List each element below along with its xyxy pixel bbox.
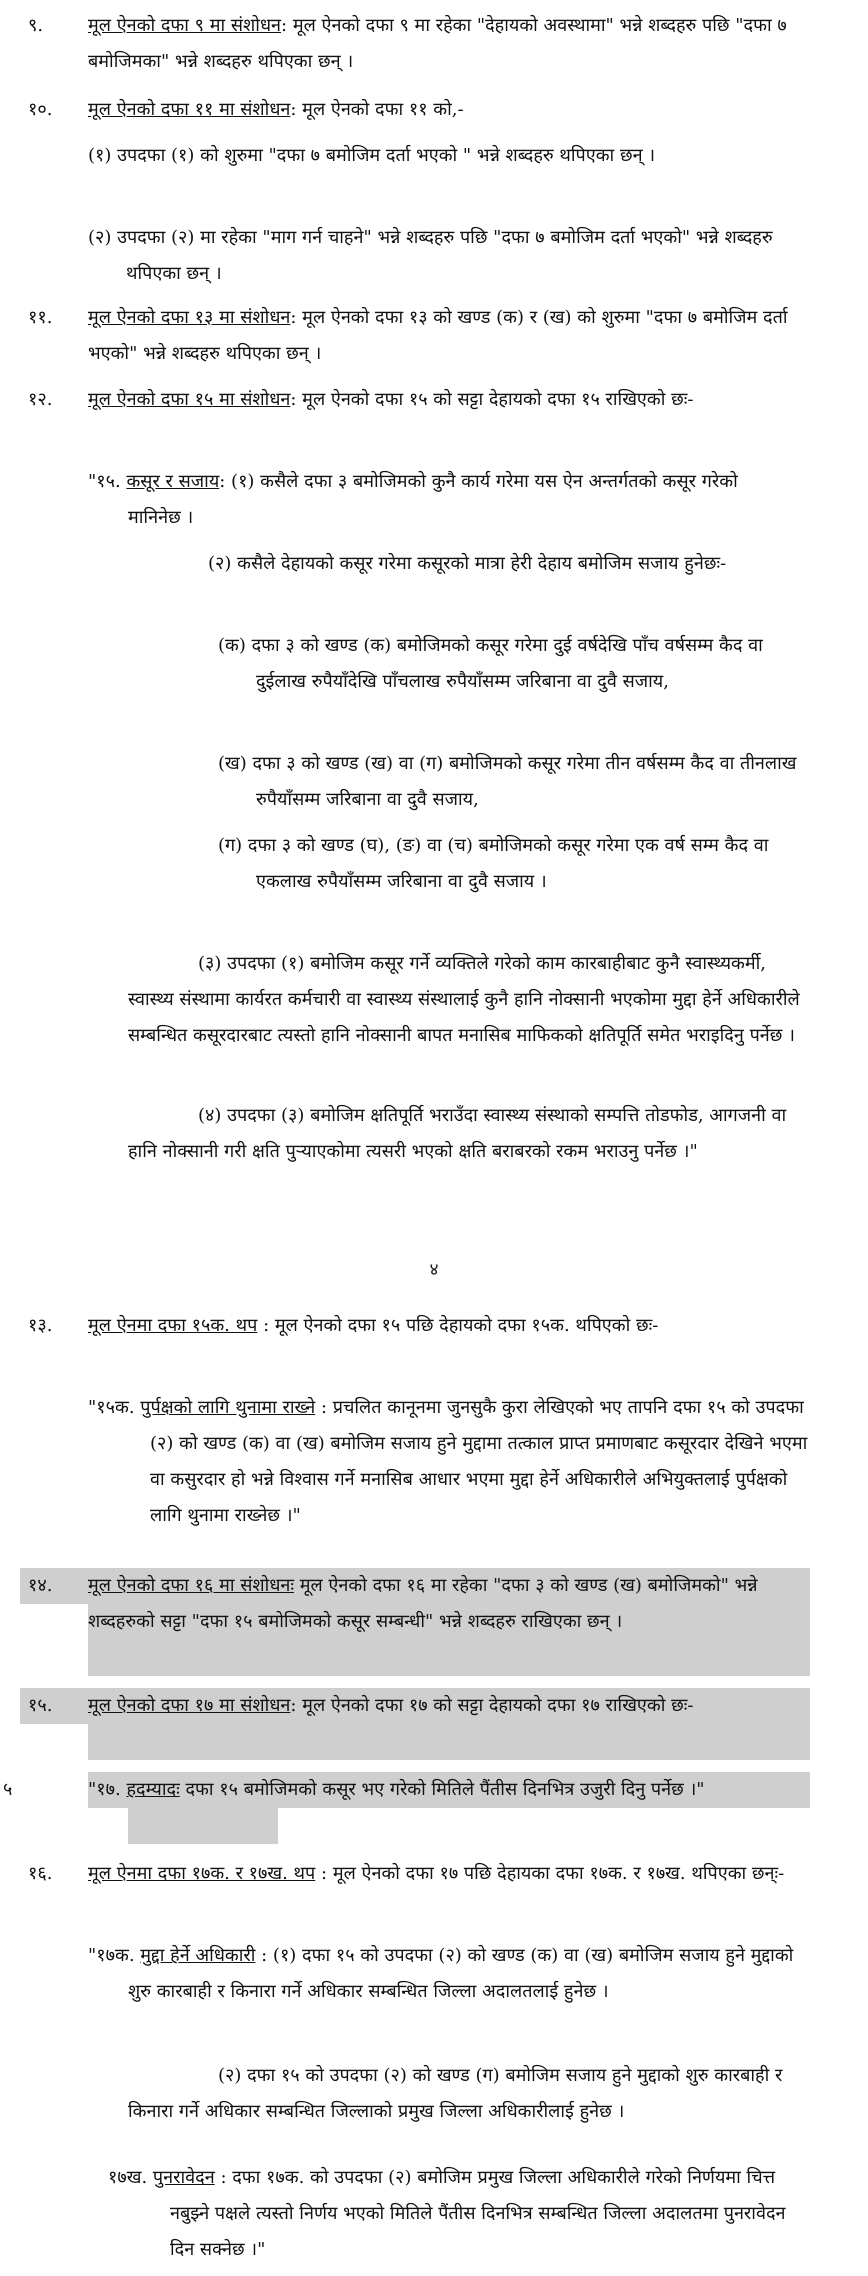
section-12-clause-kha: (ख) दफा ३ को खण्ड (ख) वा (ग) बमोजिमको कसूर गरेमा तीन वर्षसम्म कैद वा तीनलाख रुपैयाँसम्म जरिबाना वा दुवै सजाय, xyxy=(218,753,797,810)
section-11 xyxy=(88,300,808,372)
section-12-heading: मूल ऐनको दफा १५ मा संशोधन xyxy=(88,389,291,410)
section-10-item-1: (१) उपदफा (१) को शुरुमा "दफा ७ बमोजिम दर्ता भएको " भन्ने शब्दहरु थपिएका छन् । xyxy=(88,145,656,166)
section-15-quote-highlight-2 xyxy=(128,1808,278,1844)
section-13-quote xyxy=(88,1390,808,1534)
section-12-text: : मूल ऐनको दफा १५ को सट्टा देहायको दफा १५ राखिएको छः- xyxy=(290,389,694,410)
section-16-quote-prefix: "१७क. xyxy=(88,1945,135,1966)
section-14-heading: मूल ऐनको दफा १६ मा संशोधनः xyxy=(88,1575,295,1596)
section-15-number: १५. xyxy=(28,1695,53,1716)
margin-mark: ५ xyxy=(3,1779,13,1800)
section-16 xyxy=(88,1856,808,1892)
section-15-quote-heading: हदम्यादः xyxy=(126,1779,180,1800)
section-16-heading: मूल ऐनमा दफा १७क. र १७ख. थप xyxy=(88,1863,316,1884)
section-13-quote-text: : प्रचलित कानूनमा जुनसुकै कुरा लेखिएको भए तापनि दफा १५ को उपदफा (२) को खण्ड (क) वा (ख) बमोजिम सजाय हुने मुद्दामा तत्काल प्राप्त प्रमाणबाट कसूरदार देखिने भएमा वा कसुरदार हो भन्ने विश्वास गर्ने मनासिब आधार भएमा मुद्दा हेर्ने अधिकारीले अभियुक्तलाई पुर्पक्षको लागि थुनामा राख्नेछ ।" xyxy=(150,1397,808,1526)
section-13 xyxy=(88,1308,808,1344)
section-11-heading: मूल ऐनको दफा १३ मा संशोधन xyxy=(88,307,291,328)
section-16-quote-2-text: : दफा १७क. को उपदफा (२) बमोजिम प्रमुख जिल्ला अधिकारीले गरेको निर्णयमा चित्त नबुझ्ने पक्षले त्यस्तो निर्णय भएको मितिले पैंतीस दिनभित्र सम्बन्धित जिल्ला अदालतमा पुनरावेदन दिन सक्नेछ ।" xyxy=(170,2167,786,2260)
section-14-number: १४. xyxy=(28,1575,53,1596)
section-13-quote-prefix: "१५क. xyxy=(88,1397,135,1418)
section-15-text: : मूल ऐनको दफा १७ को सट्टा देहायको दफा १७ राखिएको छः- xyxy=(290,1695,694,1716)
section-11-text: : मूल ऐनको दफा १३ को खण्ड (क) र (ख) को शुरुमा "दफा ७ बमोजिम दर्ता भएको" भन्ने शब्दहरु थपिएका छन् । xyxy=(88,307,788,364)
section-12-clause-ga: (ग) दफा ३ को खण्ड (घ), (ङ) वा (च) बमोजिमको कसूर गरेमा एक वर्ष सम्म कैद वा एकलाख रुपैयाँसम्म जरिबाना वा दुवै सजाय । xyxy=(218,835,769,892)
section-16-quote-2-prefix: १७ख. xyxy=(108,2167,148,2188)
section-14 xyxy=(88,1568,808,1640)
section-13-heading: मूल ऐनमा दफा १५क. थप xyxy=(88,1315,258,1336)
section-16-quote xyxy=(88,1938,808,2010)
section-15 xyxy=(88,1688,808,1724)
section-12 xyxy=(88,382,808,418)
section-11-number: ११. xyxy=(28,307,53,328)
section-16-quote-heading: मुद्दा हेर्ने अधिकारी xyxy=(140,1945,256,1966)
section-14-text: मूल ऐनको दफा १६ मा रहेका "दफा ३ को खण्ड (ख) बमोजिमको" भन्ने शब्दहरुको सट्टा "दफा १५ बमोजिमको कसूर सम्बन्धी" भन्ने शब्दहरु राखिएका छन् । xyxy=(88,1575,758,1632)
section-15-quote-text: दफा १५ बमोजिमको कसूर भए गरेको मितिले पैंतीस दिनभित्र उजुरी दिनु पर्नेछ ।" xyxy=(179,1779,705,1800)
section-13-number: १३. xyxy=(28,1315,53,1336)
page-number: ४ xyxy=(429,1260,439,1280)
section-15-quote xyxy=(88,1772,808,1808)
section-12-subsection-3: (३) उपदफा (१) बमोजिम कसूर गर्ने व्यक्तिले गरेको काम कारबाहीबाट कुनै स्वास्थ्यकर्मी, स्वास्थ्य संस्थामा कार्यरत कर्मचारी वा स्वास्थ्य संस्थालाई कुनै हानि नोक्सानी भएकोमा मुद्दा हेर्ने अधिकारीले सम्बन्धित कसूरदारबाट त्यस्तो हानि नोक्सानी बापत मनासिब माफिकको क्षतिपूर्ति समेत भराइदिनु पर्नेछ । xyxy=(128,953,800,1046)
section-12-number: १२. xyxy=(28,389,53,410)
section-12-subsection-2: (२) कसैले देहायको कसूर गरेमा कसूरको मात्रा हेरी देहाय बमोजिम सजाय हुनेछः- xyxy=(208,553,727,574)
section-12-quote-heading: कसूर र सजाय xyxy=(126,471,220,492)
section-12-quote-prefix: "१५. xyxy=(88,471,121,492)
section-9-number: ९. xyxy=(28,15,44,36)
section-10 xyxy=(88,92,808,128)
section-13-text: : मूल ऐनको दफा १५ पछि देहायको दफा १५क. थपिएको छः- xyxy=(263,1315,659,1336)
section-13-quote-heading: पुर्पक्षको लागि थुनामा राख्ने xyxy=(140,1397,316,1418)
section-9 xyxy=(88,8,808,80)
section-10-heading: मूल ऐनको दफा ११ मा संशोधन xyxy=(88,99,291,120)
section-12-quote-text: : (१) कसैले दफा ३ बमोजिमको कुनै कार्य गरेमा यस ऐन अन्तर्गतको कसूर गरेको मानिनेछ । xyxy=(128,471,738,528)
section-10-item-2: (२) उपदफा (२) मा रहेका "माग गर्न चाहने" भन्ने शब्दहरु पछि "दफा ७ बमोजिम दर्ता भएको" भन्ने शब्दहरु थपिएका छन् । xyxy=(88,227,773,284)
section-15-highlight-body xyxy=(88,1724,810,1760)
section-16-quote-text: : (१) दफा १५ को उपदफा (२) को खण्ड (क) वा (ख) बमोजिम सजाय हुने मुद्दाको शुरु कारबाही र किनारा गर्ने अधिकार सम्बन्धित जिल्ला अदालतलाई हुनेछ । xyxy=(128,1945,794,2002)
section-15-heading: मूल ऐनको दफा १७ मा संशोधन xyxy=(88,1695,291,1716)
section-12-subsection-4: (४) उपदफा (३) बमोजिम क्षतिपूर्ति भराउँदा स्वास्थ्य संस्थाको सम्पत्ति तोडफोड, आगजनी वा हानि नोक्सानी गरी क्षति पुऱ्याएकोमा त्यसरी भएको क्षति बराबरको रकम भराउनु पर्नेछ ।" xyxy=(128,1105,787,1162)
section-10-number: १०. xyxy=(28,99,53,120)
section-16-quote-2-heading: पुनरावेदन xyxy=(152,2167,215,2188)
section-16-subsection-2: (२) दफा १५ को उपदफा (२) को खण्ड (ग) बमोजिम सजाय हुने मुद्दाको शुरु कारबाही र किनारा गर्ने अधिकार सम्बन्धित जिल्लाको प्रमुख जिल्ला अधिकारीलाई हुनेछ । xyxy=(128,2065,783,2122)
section-16-text: : मूल ऐनको दफा १७ पछि देहायका दफा १७क. र १७ख. थपिएका छन्ः- xyxy=(321,1863,785,1884)
section-9-heading: मूल ऐनको दफा ९ मा संशोधन xyxy=(88,15,282,36)
section-15-quote-prefix: "१७. xyxy=(88,1779,121,1800)
section-12-clause-ka: (क) दफा ३ को खण्ड (क) बमोजिमको कसूर गरेमा दुई वर्षदेखि पाँच वर्षसम्म कैद वा दुईलाख रुपैयाँदेखि पाँचलाख रुपैयाँसम्म जरिबाना वा दुवै सजाय, xyxy=(218,635,763,692)
section-16-quote-2 xyxy=(108,2160,808,2268)
section-10-text: : मूल ऐनको दफा ११ को,- xyxy=(290,99,464,120)
section-16-number: १६. xyxy=(28,1863,53,1884)
section-9-text: : मूल ऐनको दफा ९ मा रहेका "देहायको अवस्थामा" भन्ने शब्दहरु पछि "दफा ७ बमोजिमका" भन्ने शब्दहरु थपिएका छन् । xyxy=(88,15,787,72)
section-12-quote xyxy=(88,464,788,536)
